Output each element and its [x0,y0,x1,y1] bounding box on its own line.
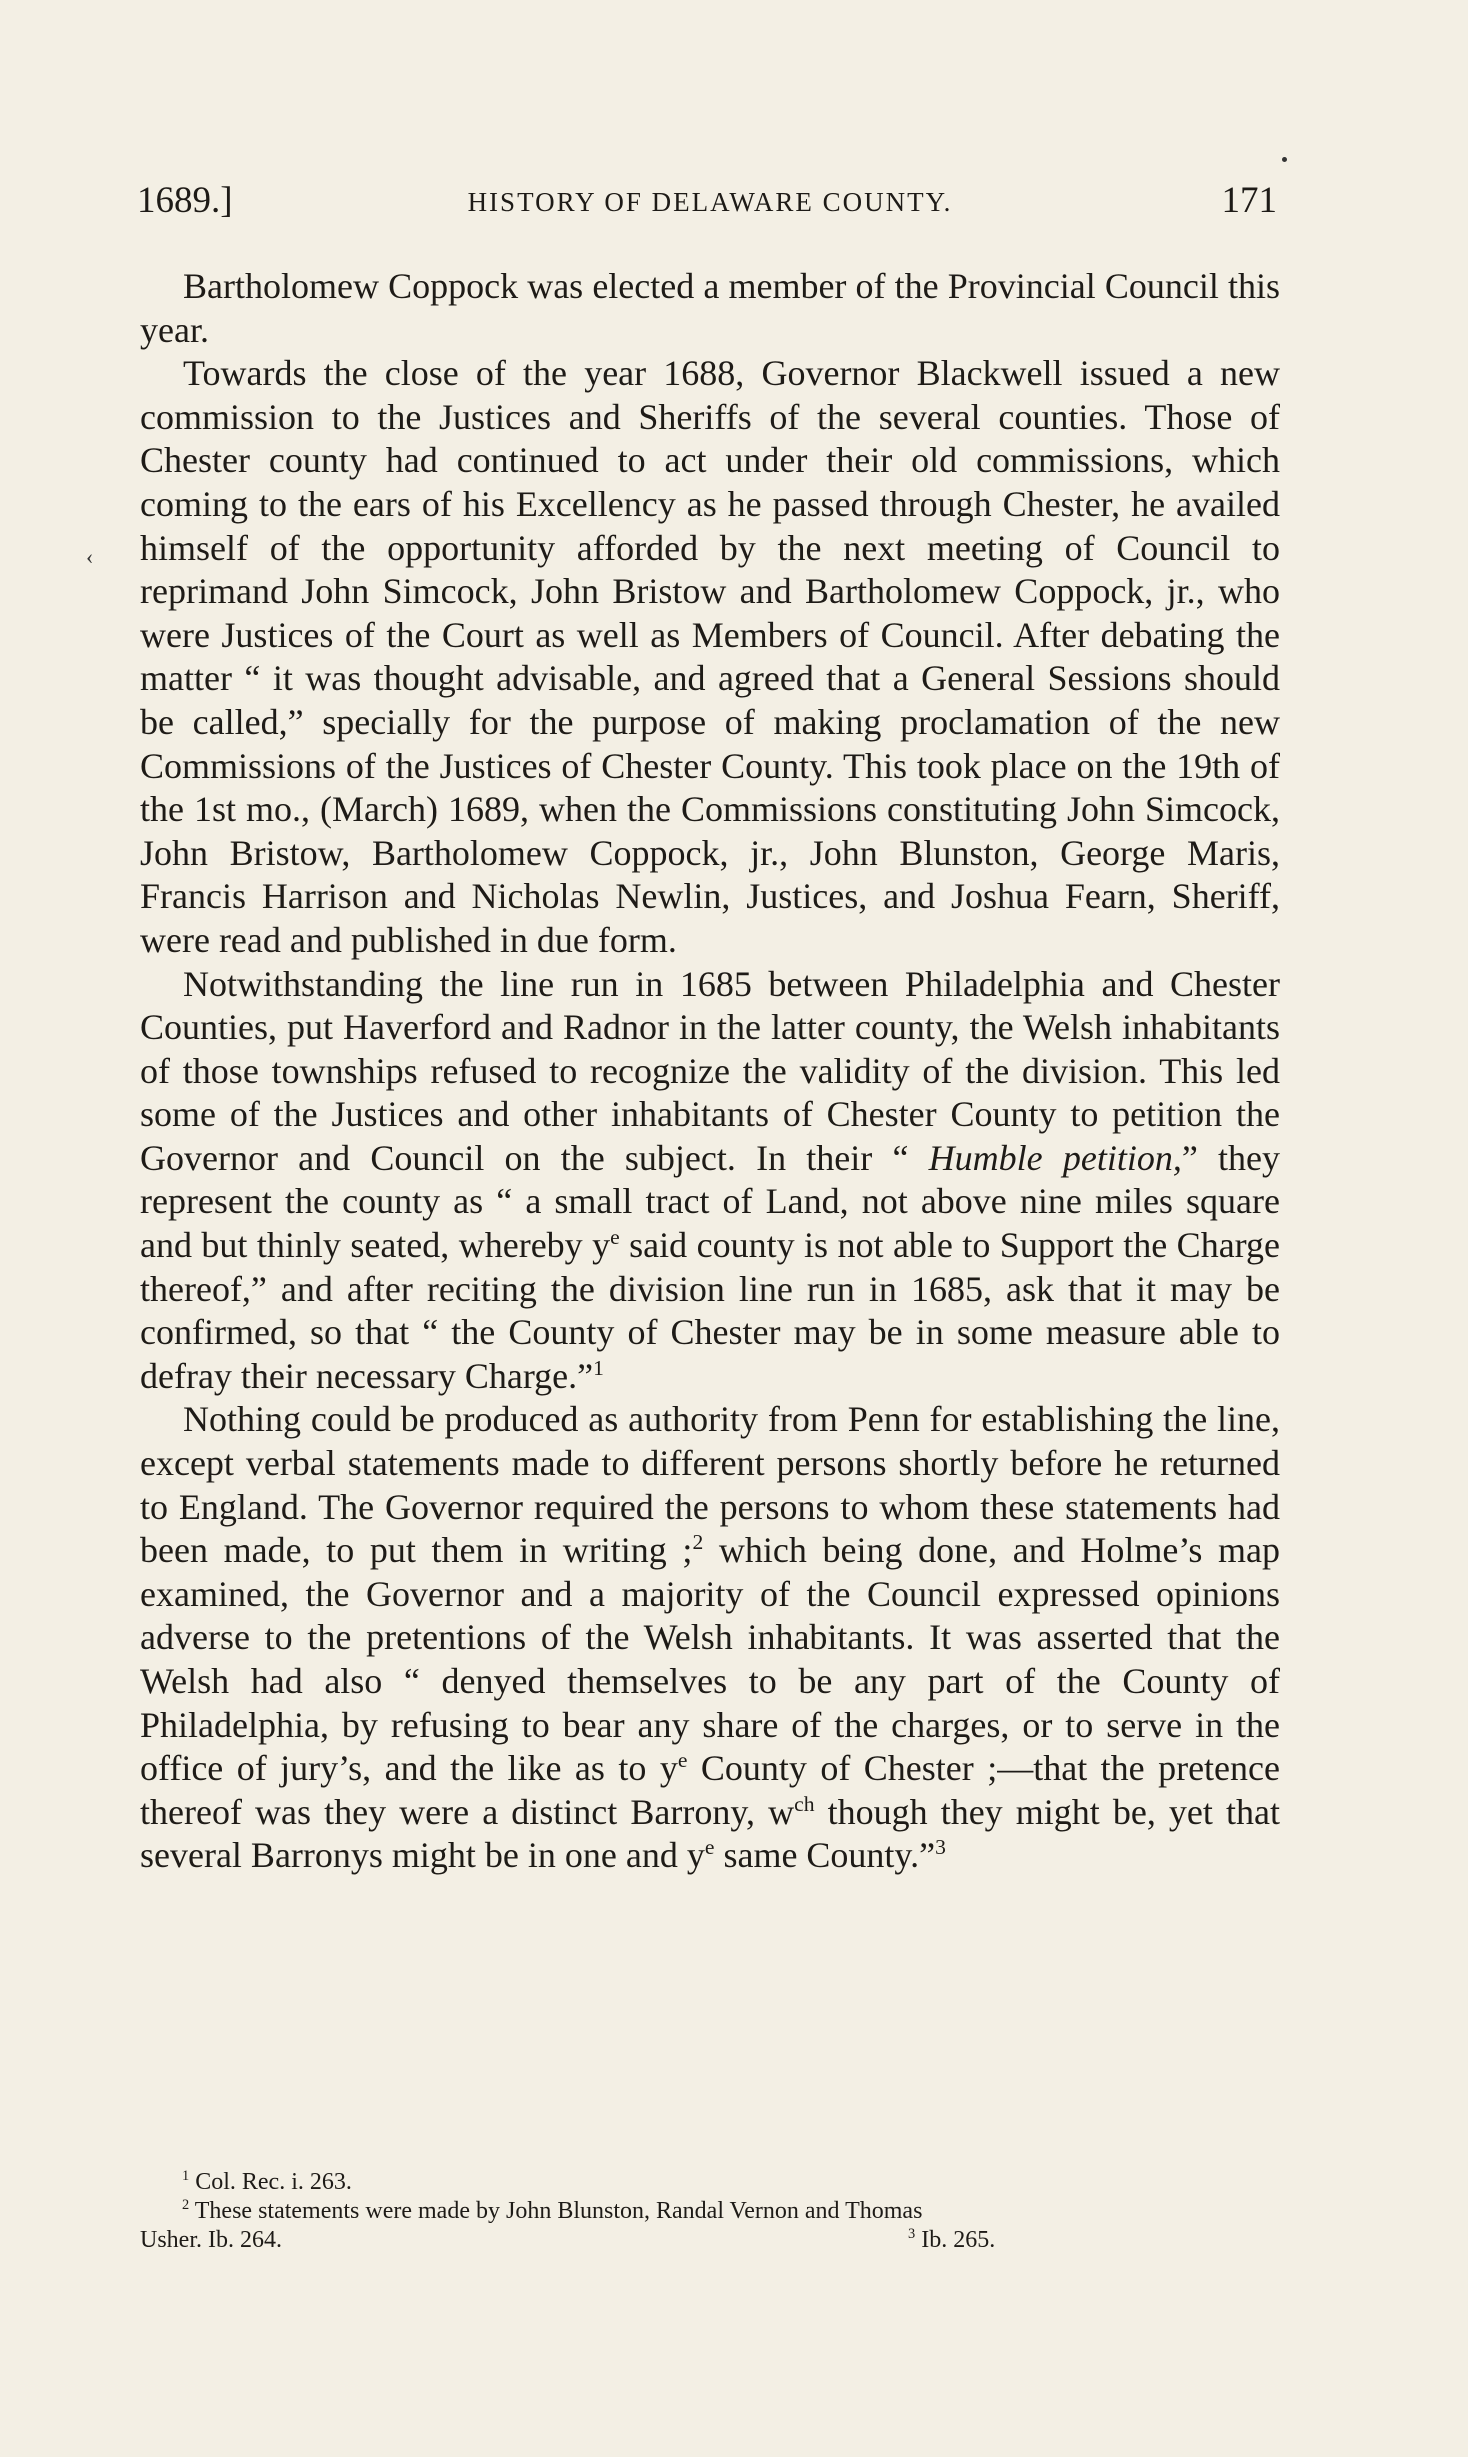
superscript-e: e [610,1225,620,1250]
footnote-2-continuation: Usher. Ib. 264. [140,2227,282,2253]
paragraph-1: Bartholomew Coppock was elected a member of the Provincial Council this year. [140,266,1280,350]
paragraph-4 [140,1398,1280,1878]
footnote-2 [140,2197,1282,2226]
superscript-e: e [677,1748,688,1773]
footnote-2-continued-and-3 [140,2226,1282,2255]
paragraph-4-text-d: though they might be, yet that several Barronys might be in one and y [140,1791,1280,1876]
superscript-e: e [704,1835,715,1860]
paragraph-3-text-b: ” they represent the county as “ a small tract of Land, not above nine miles square and but thinly seated, whereby y [140,1137,1280,1266]
paragraph-4-text-e: same County.” [714,1835,936,1876]
paragraph-3-italic-title: Humble petition, [928,1137,1182,1178]
footnote-1 [140,2168,1282,2197]
header-title: HISTORY OF DELAWARE COUNTY. [467,187,953,217]
paragraph-4-text-c: County of Chester ;—that the pretence thereof was they were a distinct Barrony, w [140,1748,1280,1832]
paragraph-2: Towards the close of the year 1688, Governor Blackwell issued a new commission to the Justices and Sheriffs of the several counties. Those of Chester county had continued to act under their old commissions, which coming to the ears of his Excellency as he passed through Chester, he availed himself of the opportunity afforded by the next meeting of Council to reprimand John Simcock, John Bristow and Bartholomew Coppock, jr., who were Justices of the Court as well as Members of Council. After debating the matter “ it was thought advisable, and agreed that a General Sessions should be called,” specially for the purpose of making proclamation of the new Commissions of the Justices of Chester County. This took place on the 19th of the 1st mo., (March) 1689, when the Commissions constituting John Simcock, John Bristow, Bartholomew Coppock, jr., John Blunston, George Maris, Francis Harrison and Nicholas Newlin, Justices, and Joshua Fearn, Sheriff, were read and published in due form. [140,353,1280,960]
footnote-2-number: 2 [182,2197,190,2213]
margin-tick-mark: ‹ [86,544,94,569]
footnote-ref-3: 3 [935,1835,946,1860]
paragraph-4-text-b: which being done, and Holme’s map examined, the Governor and a majority of the Council expressed opinions adverse to the pretentions of the Welsh inhabitants. It was asserted that the Welsh had also “ denyed themselves to be any part of the County of Philadelphia, by refusing to bear any share of the charges, or to serve in the office of jury’s, and the like as to y [140,1530,1281,1789]
footnote-3-text: Ib. 265. [915,2227,996,2253]
footnote-1-number: 1 [182,2168,190,2184]
paragraph-3-text-a: Notwithstanding the line run in 1685 between Philadelphia and Chester Counties, put Haverford and Radnor in the latter county, the Welsh inhabitants of those townships refused to recognize the validity of the division. This led some of the Justices and other inhabitants of Chester County to petition the Governor and Council on the subject. In their “ [140,963,1280,1178]
footnotes [140,2168,1282,2255]
footnote-ref-1: 1 [593,1355,604,1380]
footnote-2-text: These statements were made by John Blunston, Randal Vernon and Thomas [189,2198,923,2224]
paragraph-3-text-c: said county is not able to Support the Charge thereof,” and after reciting the division line run in 1685, ask that it may be confirmed, so that “ the County of Chester may be in some measure able to defray their necessary Charge.” [140,1225,1280,1396]
running-header [137,176,1283,226]
header-year: 1689.] [137,180,233,221]
paragraph-4-text-a: Nothing could be produced as authority from Penn for establishing the line, except verbal statements made to different persons shortly before he returned to England. The Governor required the persons to whom these statements had been made, to put them in writing ; [140,1399,1280,1571]
footnote-ref-2: 2 [692,1530,704,1555]
footnote-3 [908,2226,995,2255]
main-text [140,265,1280,1878]
footnote-3-number: 3 [908,2226,916,2242]
margin-dot-mark [1282,157,1287,162]
footnote-1-text: Col. Rec. i. 263. [189,2169,352,2195]
superscript-ch: ch [794,1791,815,1816]
page-number: 171 [1221,180,1277,221]
paragraph-3 [140,963,1280,1399]
